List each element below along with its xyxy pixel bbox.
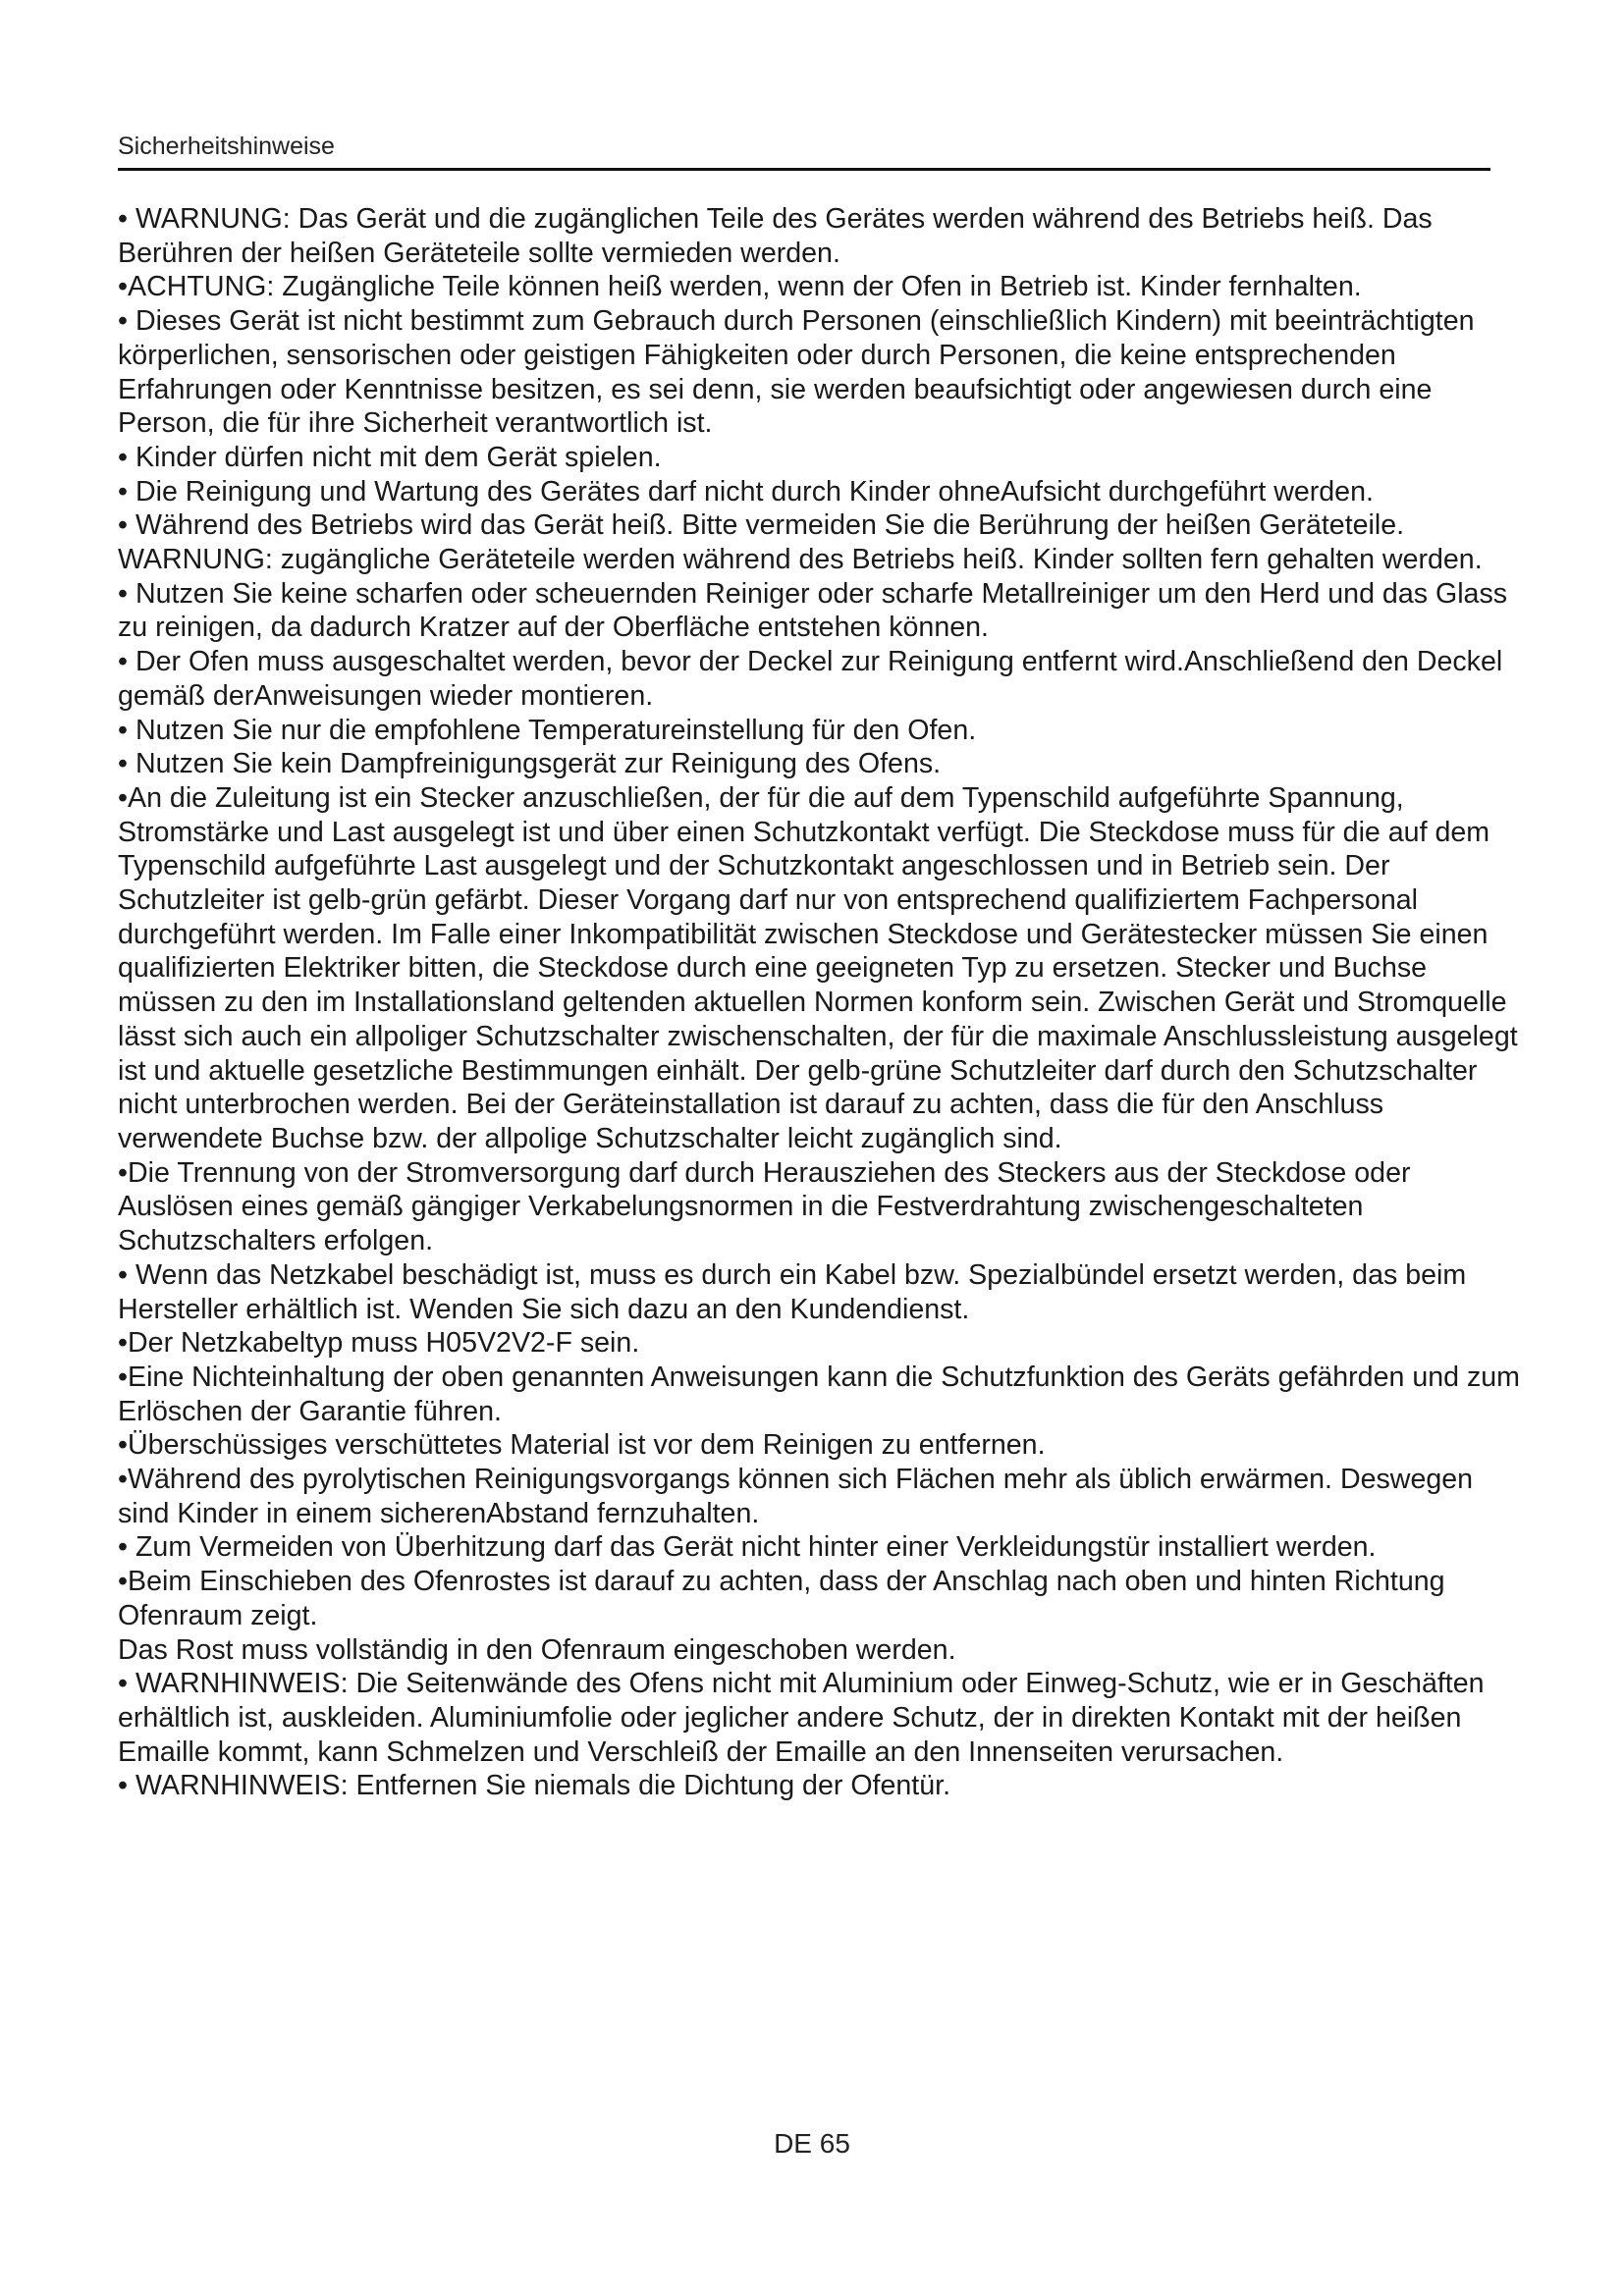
paragraph: • Die Reinigung und Wartung des Gerätes darf nicht durch Kinder ohneAufsicht durchgeführt werden.: [118, 475, 1374, 507]
paragraph: • WARNHINWEIS: Entfernen Sie niemals die Dichtung der Ofentür.: [118, 1770, 951, 1802]
paragraph: •Beim Einschieben des Ofenrostes ist darauf zu achten, dass der Anschlag nach oben und hinten Richtung Ofenraum zeigt.: [118, 1566, 1445, 1631]
paragraph: Das Rost muss vollständig in den Ofenraum eingeschoben werden.: [118, 1633, 956, 1666]
paragraph: • Kinder dürfen nicht mit dem Gerät spielen.: [118, 441, 662, 473]
paragraph: • Nutzen Sie nur die empfohlene Temperatureinstellung für den Ofen.: [118, 714, 977, 746]
paragraph: •Die Trennung von der Stromversorgung darf durch Herausziehen des Steckers aus der Steckdose oder Auslösen eines gemäß gängiger Verkabelungsnormen in die Festverdrahtung zwischengeschalteten Schutzschalters erfolgen.: [118, 1156, 1411, 1257]
paragraph: • WARNUNG: Das Gerät und die zugänglichen Teile des Gerätes werden während des Betriebs heiß. Das Berühren der heißen Geräteteile sollte vermieden werden.: [118, 203, 1433, 269]
paragraph: • Der Ofen muss ausgeschaltet werden, bevor der Deckel zur Reinigung entfernt wird.Anschließend den Deckel gemäß derAnweisungen wieder montieren.: [118, 646, 1503, 712]
paragraph: • Nutzen Sie keine scharfen oder scheuernden Reiniger oder scharfe Metallreiniger um den Herd und das Glass zu reinigen, da dadurch Kratzer auf der Oberfläche entstehen können.: [118, 577, 1508, 644]
paragraph: • Wenn das Netzkabel beschädigt ist, muss es durch ein Kabel bzw. Spezialbündel ersetzt werden, das beim Hersteller erhältlich ist. Wenden Sie sich dazu an den Kundendienst.: [118, 1258, 1467, 1325]
page-header-title: Sicherheitshinweise: [118, 133, 1490, 171]
paragraph: • Während des Betriebs wird das Gerät heiß. Bitte vermeiden Sie die Berührung der heißen Geräteteile. WARNUNG: zugängliche Geräteteile werden während des Betriebs heiß. Kinder sollten fern gehalten werden.: [118, 509, 1483, 576]
safety-instructions-body: [118, 202, 1532, 1803]
paragraph: • Zum Vermeiden von Überhitzung darf das Gerät nicht hinter einer Verkleidungstür installiert werden.: [118, 1531, 1377, 1564]
paragraph: • WARNHINWEIS: Die Seitenwände des Ofens nicht mit Aluminium oder Einweg-Schutz, wie er in Geschäften erhältlich ist, auskleiden. Aluminiumfolie oder jeglicher andere Schutz, der in direkten Kontakt mit der heißen Emaille kommt, kann Schmelzen und Verschleiß der Emaille an den Innenseiten verursachen.: [118, 1668, 1485, 1768]
paragraph: •Eine Nichteinhaltung der oben genannten Anweisungen kann die Schutzfunktion des Geräts gefährden und zum Erlöschen der Garantie führen.: [118, 1361, 1520, 1427]
paragraph: •An die Zuleitung ist ein Stecker anzuschließen, der für die auf dem Typenschild aufgeführte Spannung, Stromstärke und Last ausgelegt ist und über einen Schutzkontakt verfügt. Die Steckdose muss für die auf dem Typenschild aufgeführte Last ausgelegt und der Schutzkontakt angeschlossen und in Betrieb sein. Der Schutzleiter ist gelb-grün gefärbt. Dieser Vorgang darf nur von entsprechend qualifiziertem Fachpersonal durchgeführt werden. Im Falle einer Inkompatibilität zwischen Steckdose und Gerätestecker müssen Sie einen qualifizierten Elektriker bitten, die Steckdose durch eine geeigneten Typ zu ersetzen. Stecker und Buchse müssen zu den im Installationsland geltenden aktuellen Normen konform sein. Zwischen Gerät und Stromquelle lässt sich auch ein allpoliger Schutzschalter zwischenschalten, der für die maximale Anschlussleistung ausgelegt ist und aktuelle gesetzliche Bestimmungen einhält. Der gelb-grüne Schutzleiter darf durch den Schutzschalter nicht unterbrochen werden. Bei der Geräteinstallation ist darauf zu achten, dass die für den Anschluss verwendete Buchse bzw. der allpolige Schutzschalter leicht zugänglich sind.: [118, 781, 1518, 1154]
paragraph: • Nutzen Sie kein Dampfreinigungsgerät zur Reinigung des Ofens.: [118, 748, 942, 780]
paragraph: •Während des pyrolytischen Reinigungsvorgangs können sich Flächen mehr als üblich erwärmen. Deswegen sind Kinder in einem sicherenAbstand fernzuhalten.: [118, 1464, 1474, 1529]
paragraph: •Der Netzkabeltyp muss H05V2V2-F sein.: [118, 1327, 640, 1360]
paragraph: •Überschüssiges verschüttetes Material ist vor dem Reinigen zu entfernen.: [118, 1429, 1046, 1462]
paragraph: •ACHTUNG: Zugängliche Teile können heiß werden, wenn der Ofen in Betrieb ist. Kinder fernhalten.: [118, 271, 1362, 303]
paragraph: • Dieses Gerät ist nicht bestimmt zum Gebrauch durch Personen (einschließlich Kindern) mit beeinträchtigten körperlichen, sensorischen oder geistigen Fähigkeiten oder durch Personen, die keine entsprechenden Erfahrungen oder Kenntnisse besitzen, es sei denn, sie werden beaufsichtigt oder angewiesen durch eine Person, die für ihre Sicherheit verantwortlich ist.: [118, 305, 1475, 440]
page-number: DE 65: [774, 2128, 850, 2159]
